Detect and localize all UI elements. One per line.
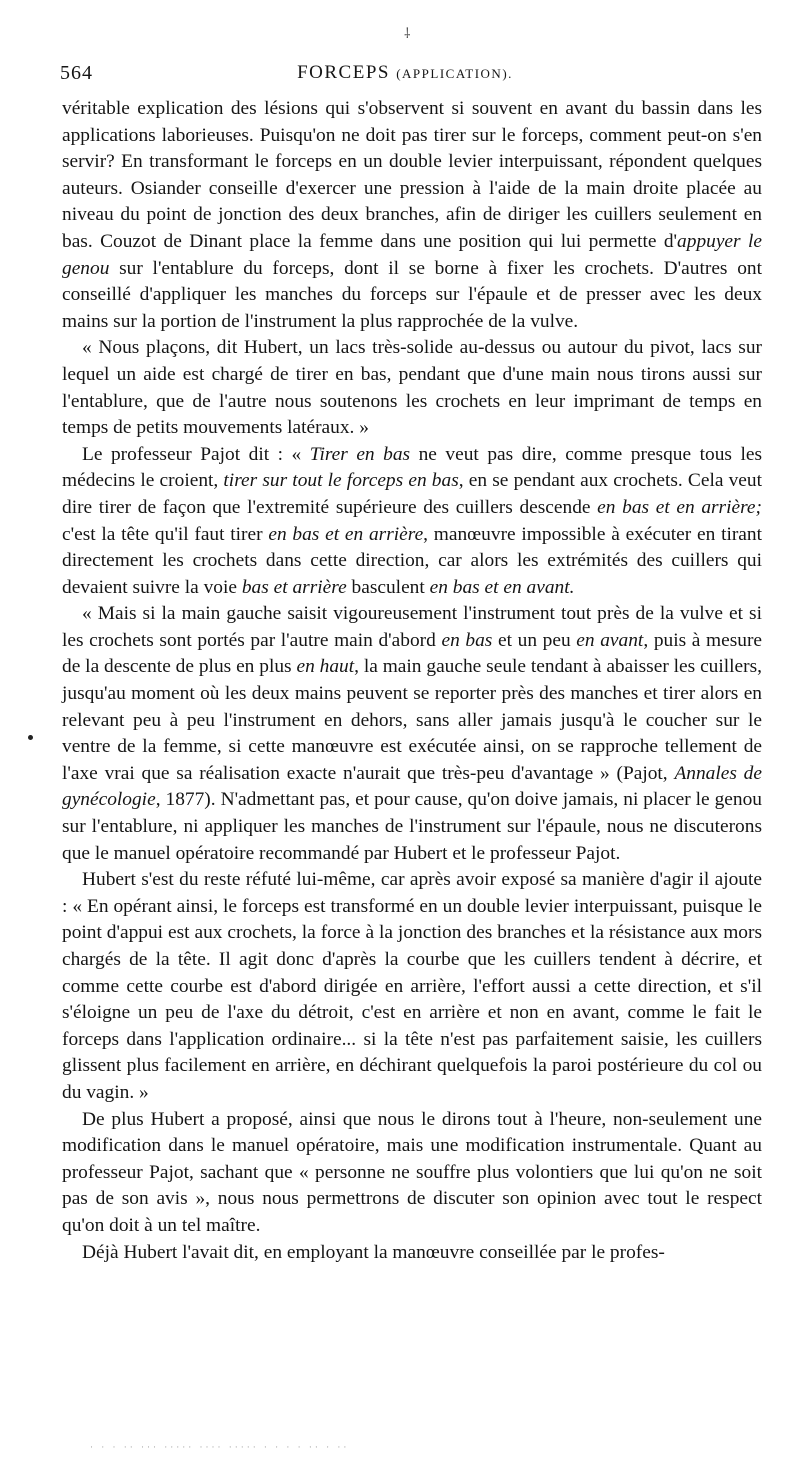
running-title-subtitle: (APPLICATION). [396, 66, 513, 81]
text-segment: Hubert s'est du reste réfuté lui-même, car après avoir exposé sa manière d'agir il ajoute : « En opérant ainsi, le forceps est transformé en un double levier interpuissant, puisque le point d'appui est aux crochets, la force à la jonction des branches et la résistance aux mors chargés de la tête. Il agit donc d'après la courbe que les cuillers tendent à décrire, et comme cette courbe est d'abord dirigée en arrière, l'effort aussi a cette direction, et s'il s'éloigne un peu de l'axe du détroit, c'est en arrière et non en avant, comme le fait le forceps dans l'application ordinaire... si la tête n'est pas parfaitement saisie, les cuillers glissent plus facilement en arrière, en déchirant quelquefois la paroi postérieure du col ou du vagin. » [62, 869, 762, 1103]
top-mark: ⸸ [404, 27, 411, 42]
italic-text: tirer sur tout le forceps en bas [223, 470, 459, 492]
italic-text: bas et arrière [241, 576, 347, 598]
italic-text: Tirer en bas [309, 443, 411, 465]
text-segment: , 1877). N'admettant pas, et pour cause, qu'on doive jamais, ni placer le genou sur l'entablure, ni appliquer les manches de l'instrument sur l'épaule, nous ne discuterons que le manuel opératoire recommandé par Hubert et le professeur Pajot. [62, 789, 762, 864]
italic-text: Annales de gynécologie [62, 762, 762, 811]
paragraph [62, 442, 762, 602]
text-segment: et un peu [492, 629, 577, 651]
text-segment: c'est la tête qu'il faut tirer [62, 523, 269, 545]
page-header [60, 62, 750, 86]
page-number: 564 [60, 62, 93, 84]
paragraph [62, 335, 762, 441]
running-title [60, 62, 750, 84]
text-segment: Le professeur Pajot dit : « [82, 443, 310, 465]
paragraph [62, 1240, 762, 1267]
text-segment: Déjà Hubert l'avait dit, en employant la manœuvre conseillée par le profes- [82, 1241, 665, 1263]
body-text [62, 96, 762, 1266]
text-segment: , manœuvre impossible à exécuter en tirant directement les crochets dans cette direction, car alors les extrémités des cuillers qui devaient suivre la voie [62, 523, 762, 598]
paragraph [62, 867, 762, 1106]
italic-text: en bas et en arrière [268, 523, 424, 545]
text-segment: « Nous plaçons, dit Hubert, un lacs très-solide au-dessus ou autour du pivot, lacs sur lequel un aide est chargé de tirer en bas, pendant que d'une main nous tirons aussi sur l'entablure, que de l'autre nous soutenons les crochets en leur imprimant de temps en temps de petits mouvements latéraux. » [62, 337, 762, 439]
text-segment: , en se pendant aux crochets. Cela veut dire tirer de façon que l'extremité supérieure des cuillers descende [62, 470, 762, 518]
text-segment: sur l'entablure du forceps, dont il se borne à fixer les crochets. D'autres ont conseillé d'appliquer les manches du forceps sur l'épaule et de presser avec les deux mains sur la portion de l'instrument la plus rapprochée de la vulve. [62, 257, 762, 332]
bottom-scan-noise: · · · ·· ··· ····· ···· ····· · · · · ·· · ·· [90, 1442, 350, 1452]
italic-text: en avant [576, 629, 644, 651]
text-segment: basculent [346, 576, 430, 598]
text-segment: véritable explication des lésions qui s'observent si souvent en avant du bassin dans les applications laborieuses. Puisqu'on ne doit pas tirer sur le forceps, comment peut-on s'en servir? En transformant le forceps en un double levier interpuissant, répondent quelques auteurs. Osiander conseille d'exercer une pression à l'aide de la main droite placée au niveau du point de jonction des deux branches, afin de diriger les cuillers seulement en bas. Couzot de Dinant place la femme dans une position qui lui permette d' [62, 98, 762, 252]
text-segment: De plus Hubert a proposé, ainsi que nous le dirons tout à l'heure, non-seulement une modification dans le manuel opératoire, mais une modification instrumentale. Quant au professeur Pajot, sachant que « personne ne souffre plus volontiers que lui qu'on ne soit pas de son avis », nous nous permettrons de discuter son opinion avec tout le respect qu'on doit à un tel maître. [62, 1108, 762, 1236]
italic-text: en bas et en arrière; [597, 496, 762, 518]
paragraph [62, 96, 762, 335]
text-segment: « Mais si la main gauche saisit vigoureusement l'instrument tout près de la vulve et si les crochets sont portés par l'autre main d'abord [62, 603, 762, 651]
italic-text: en bas [441, 629, 493, 651]
running-title-main: FORCEPS [297, 62, 390, 83]
text-segment: ne veut pas dire, comme presque tous les médecins le croient, [62, 443, 762, 492]
margin-dot [28, 735, 33, 740]
italic-text: en haut [296, 656, 355, 678]
text-segment: , puis à mesure de la descente de plus en plus [62, 629, 763, 678]
paragraph [62, 601, 762, 867]
paragraph [62, 1107, 762, 1240]
italic-text: en bas et en avant. [429, 576, 575, 598]
italic-text: appuyer le genou [62, 230, 762, 279]
text-segment: , la main gauche seule tendant à abaisser les cuillers, jusqu'au moment où les deux mains peuvent se reporter près des manches et tirer alors en relevant peu à peu l'instrument en dehors, sans aller jamais jusqu'à le coucher sur le ventre de la femme, si cette manœuvre est exécutée ainsi, on se rapproche tellement de l'axe vrai que sa réalisation exacte n'aurait que très-peu d'avantage » (Pajot, [62, 656, 762, 784]
